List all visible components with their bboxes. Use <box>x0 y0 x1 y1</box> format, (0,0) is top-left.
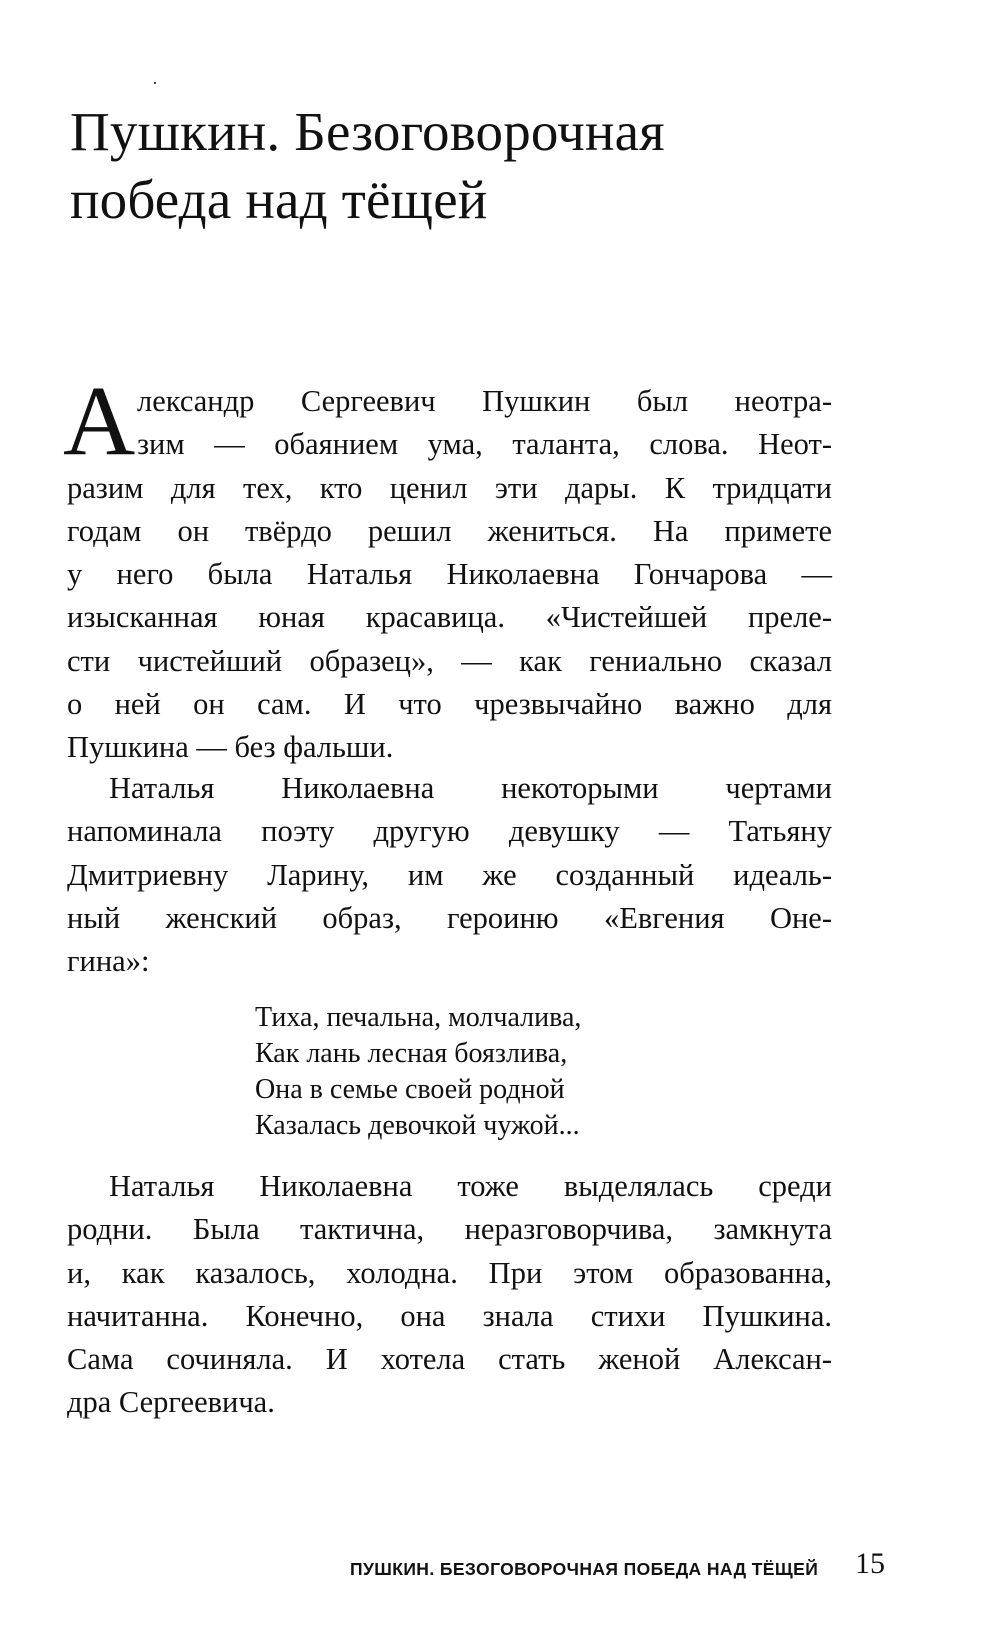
verse-line: Как лань лесная боязлива, <box>255 1038 568 1069</box>
paragraph-line: разим для тех, кто ценил эти дары. К тридцати <box>67 470 832 505</box>
paragraph-line: зим — обаянием ума, таланта, слова. Неот- <box>137 427 832 462</box>
verse-line: Тиха, печальна, молчалива, <box>255 1002 582 1033</box>
paragraph-line: Дмитриевну Ларину, им же созданный идеаль- <box>67 857 832 892</box>
paragraph-line: лександр Сергеевич Пушкин был неотра- <box>137 384 832 418</box>
paragraph-line: у него была Наталья Николаевна Гончарова — <box>67 557 832 592</box>
paragraph-line: годам он твёрдо решил жениться. На примете <box>67 513 832 548</box>
print-speck <box>154 82 156 84</box>
paragraph-line: начитанна. Конечно, она знала стихи Пушкина. <box>67 1298 832 1333</box>
paragraph-2 <box>67 767 832 983</box>
chapter-title <box>70 98 930 234</box>
paragraph-line: о ней он сам. И что чрезвычайно важно для <box>67 687 832 722</box>
paragraph-1 <box>67 380 832 770</box>
running-head: ПУШКИН. БЕЗОГОВОРОЧНАЯ ПОБЕДА НАД ТЁЩЕЙ <box>350 1559 819 1579</box>
paragraph-line: гина»: <box>67 944 150 979</box>
verse-line: Она в семье своей родной <box>255 1074 565 1105</box>
paragraph-line: напоминала поэту другую девушку — Татьяну <box>67 814 832 849</box>
paragraph-line: Пушкина — без фальши. <box>67 730 394 765</box>
verse-line: Казалась девочкой чужой... <box>255 1110 580 1141</box>
paragraph-line: родни. Была тактична, неразговорчива, замкнута <box>67 1212 832 1247</box>
page-number: 15 <box>855 1547 885 1580</box>
verse-quote <box>255 1000 581 1144</box>
paragraph-line: и, как казалось, холодна. При этом образованна, <box>67 1255 832 1290</box>
paragraph-line: Сама сочиняла. И хотела стать женой Алексан- <box>67 1342 832 1377</box>
drop-cap: А <box>63 365 136 476</box>
paragraph-line: Наталья Николаевна тоже выделялась среди <box>109 1169 832 1203</box>
paragraph-line: сти чистейший образец», — как гениально сказал <box>67 643 832 678</box>
paragraph-line: дра Сергеевича. <box>67 1385 275 1420</box>
paragraph-3 <box>67 1165 832 1425</box>
paragraph-line: ный женский образ, героиню «Евгения Оне- <box>67 900 832 935</box>
paragraph-line: изысканная юная красавица. «Чистейшей преле- <box>67 600 832 635</box>
paragraph-line: Наталья Николаевна некоторыми чертами <box>109 771 832 805</box>
chapter-title-line-1: Пушкин. Безоговорочная <box>70 101 665 162</box>
chapter-title-line-2: победа над тёщей <box>70 169 488 230</box>
